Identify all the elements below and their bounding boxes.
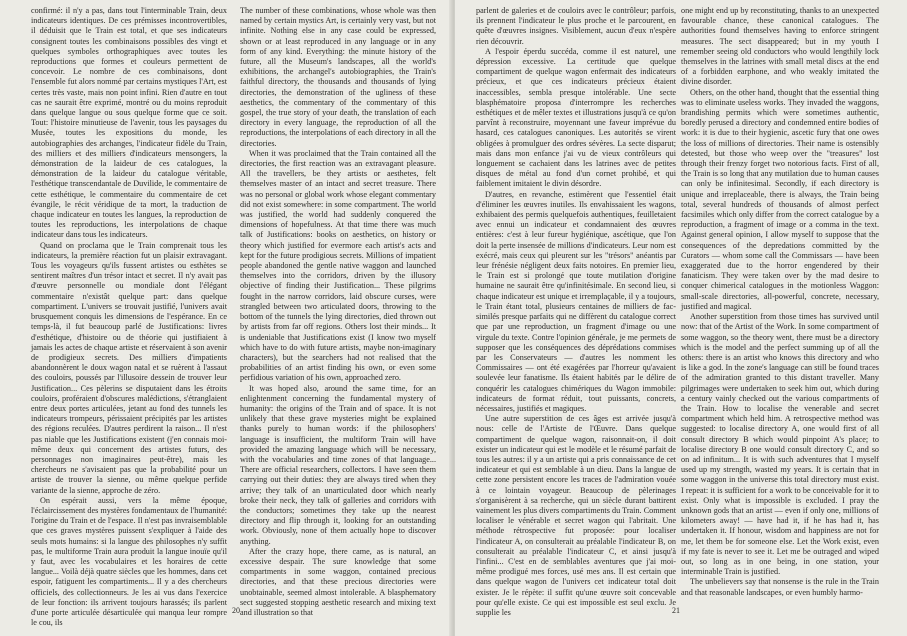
paragraph: The unbelievers say that nonsense is the rule in the Train and that reasonable landscapes, or even humbly harmo-: [681, 577, 879, 597]
page-number-left: 20: [232, 606, 240, 615]
paragraph: Quand on proclama que le Train comprenait tous les indicateurs, la première réaction fut un plaisir extravagant. Tous les voyageurs qu'ils fussent artistes ou esthètes se sentirent maîtres d'un trésor intact et secret. Il n'y avait pas d'œuvre personnelle ou mondiale dont l'élégant commentaire n'existât quelque part: dans quelque compartiment. L'univers se trouvait justifié, l'univers avait brusquement conquis les dimensions de l'espérance. En ce temps-là, il fut beaucoup parlé de Justifications: livres d'esthétique, d'histoire ou de théorie qui justifiaient à jamais les actes de chaque artiste et réservaient à son avenir de prodigieux secrets. Des milliers d'impatients abandonnèrent le doux wagon natal et se ruèrent à l'assaut des couloirs, poussés par l'illusoire dessein de trouver leur Justification... Ces pèlerins se disputaient dans les étroits couloirs, proféraient d'obscures malédictions, s'étranglaient entre deux portes articulées, jetant au fond des tunnels les indicateurs trompeurs, périssaient précipités par les artistes des régions reculées. D'autres perdirent la raison... Il n'est pas niable que les Justifications existent (j'en connais moi-même deux qui concernent des artistes futurs, des personnages non imaginaires peut-être), mais les chercheurs ne s'avisaient pas que la probabilité pour un artiste de trouver la sienne, ou même quelque perfide variante de la sienne, approche de zéro.: [31, 240, 227, 495]
paragraph: D'autres, en revanche, estimèrent que l'essentiel était d'éliminer les œuvres inutiles. Ils envahissaient les wagons, exhibaient des permis quelquefois authentiques, feuilletaient avec ennui un indicateur et condamnaient des œuvres entières: c'est à leur fureur hygiénique, ascétique, que l'on doit la perte insensée de millions d'indicateurs. Leur nom est exécré, mais ceux qui pleurent sur les "trésors" anéantis par leur frénésie négligent deux faits notoires. En premier lieu, le Train est si prolongé que toute mutilation d'origine humaine ne saurait être qu'infinitésimale. En second lieu, si chaque indicateur est unique et irremplaçable, il y a toujours, le Train étant total, plusieurs centaines de milliers de fac-similés presque parfaits qui ne diffèrent du catalogue correct que par une reproduction, un fragment d'image ou une virgule du texte. Contre l'opinion générale, je me permets de supposer que les conséquences des déprédations commises par les Conservateurs — d'autres les nomment les Commissaires — ont été exagérées par l'horreur qu'avaient soulevée leur fanatisme. Ils étaient habités par le délire de conquérir les catalogues chimériques du Wagon immobile: indicateurs de format réduit, tout puissants, concrets, nécessaires, justifiés et magiques.: [476, 189, 676, 413]
paragraph: When it was proclaimed that the Train contained all the directories, the first reaction was an extravagant pleasure. All the travellers, be they artists or aesthetes, felt themselves master of an intact and secret treasure. There was no personal or global work whose elegant commentary did not exist somewhere: in some compartment. The world was justified, the world had suddenly conquered the dimensions of hopefulness. At that time there was much talk of Justifications: books on aesthetics, on history or theory which justified for evermore each artist's acts and kept for the future prodigious secrets. Millions of impatient people abandoned the gentle native waggon and launched themselves into the corridors, driven by the illusory objective of finding their Justification... These pilgrims fought in the narrow corridors, laid obscure curses, were strangled between two articulated doors, throwing to the bottom of the tunnels the lying directories, died thrown out by artists from far off regions. Others lost their minds... It is undeniable that Justifications exist (I know two myself which have to do with future artists, maybe non-imaginary characters), but the searchers had not realised that the probabilities of an artist finding his own, or even some perfidious variation of his own, approached zero.: [240, 148, 436, 383]
paragraph: Others, on the other hand, thought that the essential thing was to eliminate useless works. They invaded the waggons, brandishing permits which were sometimes authentic, boredly perused a directory and condemned entire bodies of work: it is due to their hygienic, ascetic fury that one owes the loss of millions of directories. Their name is ostensibly detested, but those who weep over the "treasures" lost through their frenzy forget two notorious facts. First of all, the Train is so long that any mutilation due to human causes can only be infinitesimal. Secondly, if each directory is unique and irreplaceable, there is always, the Train being total, several hundreds of thousands of almost perfect facsimiles which only differ from the correct catalogue by a reproduction, a fragment of image or a comma in the text. Against general opinion, I allow myself to suppose that the consequences of the depredations committed by the Curators — whom some call the Commissars — have been exaggerated due to the horror engendered by their fanaticism. They were taken over by the mad desire to conquer chimerical catalogues in the motionless Waggon: small-scale directories, all-powerful, concrete, necessary, justified and magical.: [681, 87, 879, 311]
paragraph: The number of these combinations, whose whole was then named by certain mystics Art, is certainly very vast, but not infinite. Nothing else in any case could be expressed, shown or at least reproduced in any language or in any form of any kind. Everything: the minute history of the future, all the Museum's landscapes, all the world's exhibitions, the archangel's autobiographies, the Train's faithful directory, the thousands and thousands of lying directories, the demonstration of the ugliness of these aesthetics, the commentary of the commentary of this gospel, the true story of your death, the translation of each directory in every language, the reproduction of all the reproductions, the interpolations of each directory in all the directories.: [240, 6, 436, 148]
left-page: [0, 0, 452, 636]
english-column-left: [240, 6, 436, 617]
paragraph: Une autre superstition de ces âges est arrivée jusqu'à nous: celle de l'Artiste de l'Œuvre. Dans quelque compartiment de quelque wagon, raisonnait-on, il doit exister un indicateur qui est le modèle et le résumé parfait de tous les autres: il y a un artiste qui a pris connaissance de cet indicateur et qui est semblable à un dieu. Dans la langue de cette zone persistent encore les traces de l'admiration vouée à ce lointain voyageur. Beaucoup de pèlerinages s'organisèrent à sa recherche, qui un siècle durant battirent vainement les plus divers compartiments du Train. Comment localiser le vénérable et secret wagon qui l'abritait. Une méthode rétrospective fut proposée: pour localiser l'indicateur A, on consulterait au préalable l'indicateur B, on consulterait au préalable l'indicateur C, et ainsi jusqu'à l'infini... C'est en de semblables aventures que j'ai moi-même prodigué mes forces, usé mes ans. Il est certain que dans quelque wagon de l'univers cet indicateur total doit exister. Je le répète: il suffit qu'une œuvre soit concevable pour qu'elle existe. Ce qui est impossible est seul exclu. Je supplie les: [476, 414, 676, 617]
french-column-left: [31, 6, 227, 628]
paragraph: On espérait aussi, vers la même époque, l'éclaircissement des mystères fondamentaux de l'humanité: l'origine du Train et de l'espace. Il n'est pas invraisemblable que ces graves mystères puissent s'expliquer à l'aide des seuls mots humains: si la langue des philosophes n'y suffit pas, le multiforme Train aura produit la langue inouïe qu'il y faut, avec les vocabulaires et les horaires de cette langue... Voilà déjà quatre siècles que les hommes, dans cet espoir, fatiguent les compartiments... Il y a des chercheurs officiels, des collectionneurs. Je les ai vus dans l'exercice de leur fonction: ils arrivent toujours harassés; ils parlent d'une porte articulée désarticulée qui manqua leur rompre le cou, ils: [31, 495, 227, 628]
english-column-right: [681, 6, 879, 604]
paragraph: one might end up by reconstituting, thanks to an unexpected favourable chance, these canonical catalogues. The authorities found themselves having to enforce stringent measures. The sect disappeared; but in my youth I remember seeing old conductors who would lengthily lock themselves in the latrines with small metal discs at the end of a forbidden earphone, and who weakly imitated the divine disorder.: [681, 6, 879, 87]
paragraph: parlent de galeries et de couloirs avec le contrôleur; parfois, ils prennent l'indicateur le plus proche et le parcourent, en quête d'œuvres insignes. Visiblement, aucun d'eux n'espère rien découvrir.: [476, 6, 676, 46]
paragraph: After the crazy hope, there came, as is natural, an excessive despair. The sure knowledge that some compartments in some waggon, contained precious directories, and that these precious directories were unobtainable, seemed almost intolerable. A blasphematory sect suggested stopping aesthetic research and mixing text and illustration so that: [240, 546, 436, 617]
paragraph: It was hoped also, around the same time, for an enlightenment concerning the fundamental mystery of humanity: the origins of the Train and of space. It is not unlikely that these grave mysteries might be explained thanks purely to human words: if the philosophers' language is insufficient, the multiform Train will have provided the amazing language which will be necessary, with the vocabularies and time zones of that language... There are official researchers, collectors. I have seen them carrying out their duties: they are always tired when they arrive; they talk of an unarticulated door which nearly broke their neck, they talk of galleries and corridors with the conductors; sometimes they take up the nearest directory and flip through it, looking for an outstanding work. Obviously, none of them actually hope to discover anything.: [240, 383, 436, 546]
paragraph: Another superstition from those times has survived until now: that of the Artist of the Work. In some compartment of some waggon, so the theory went, there must be a directory which is the model and the perfect summing up of all the others: there is an artist who knows this directory and who is like a god. In the zone's language can still be found traces of the admiration granted to this distant traveller. Many pilgrimages were undertaken to seek him out, which during a century vainly checked out the various compartments of the Train. How to localise the venerable and secret compartment which held him. A retrospective method was suggested: to localise directory A, one would first of all consult directory B which would pinpoint A's place; to localise directory B one would consult directory C, and so on ad infinitum... It is with such adventures that I myself used up my strength, wasted my years. It is certain that in some waggon in the universe this total directory must exist. I repeat: it is sufficient for a work to be conceivable for it to exist. Only what is impossible is excluded. I pray the unknown gods that an artist — even if only one, millions of kilometers away! — have had it, if he has had it, has undertaken it. If honour, wisdom and happiness are not for me, let them be for someone else. Let the Work exist, even if my fate is never to see it. Let me be outraged and wiped out, so long as in one being, in one station, your interminable Train is justified.: [681, 312, 879, 577]
paragraph: confirmé: il n'y a pas, dans tout l'interminable Train, deux indicateurs identiques. De ces prémisses incontrovertibles, il déduisit que le Train est total, et que ses indicateurs consignent toutes les combinaisons possibles des vingt et quelques symboles orthographiques avec toutes les reproductions que formes et couleurs permettent de concevoir. Le nombre de ces combinaisons, dont l'ensemble fut alors nommé par certains mystiques l'Art, est certes très vaste, mais non point infini. Rien d'autre en tout cas ne saurait être exprimé, montré ou du moins reproduit dans quelque langue ou sous quelque forme que ce soit. Tout: l'histoire minutieuse de l'avenir, tous les paysages du Musée, toutes les expositions du monde, les autobiographies des archanges, l'indicateur fidèle du Train, des milliers et des milliers d'indicateurs mensongers, la démonstration de la laideur de ces catalogues, la démonstration de la laideur du catalogue véritable, l'esthétique transcendantale de Duvilide, le commentaire de cette esthétique, le commentaire du commentaire de cet évangile, le récit véridique de ta mort, la traduction de chaque indicateur en toutes les langues, la reproduction de toutes les reproductions, les interpolations de chaque indicateur dans tous les indicateurs.: [31, 6, 227, 240]
paragraph: A l'espoir éperdu succéda, comme il est naturel, une dépression excessive. La certitude que quelque compartiment de quelque wagon enfermait des indicateurs précieux, et que ces indicateurs précieux étaient inaccessibles, sembla presque intolérable. Une secte blasphématoire proposa d'interrompre les recherches esthétiques et de mêler textes et illustrations jusqu'à ce qu'on parvînt à reconstruire, moyennant une faveur imprévue du hasard, ces catalogues canoniques. Les autorités se virent obligées à promulguer des ordres sévères. La secte disparut; mais dans mon enfance j'ai vu de vieux contrôleurs qui longuement se cachaient dans les latrines avec de petites disques de métal au fond d'un cornet prohibé, et qui faiblement imitaient le divin désordre.: [476, 46, 676, 189]
page-number-right: 21: [672, 606, 680, 615]
